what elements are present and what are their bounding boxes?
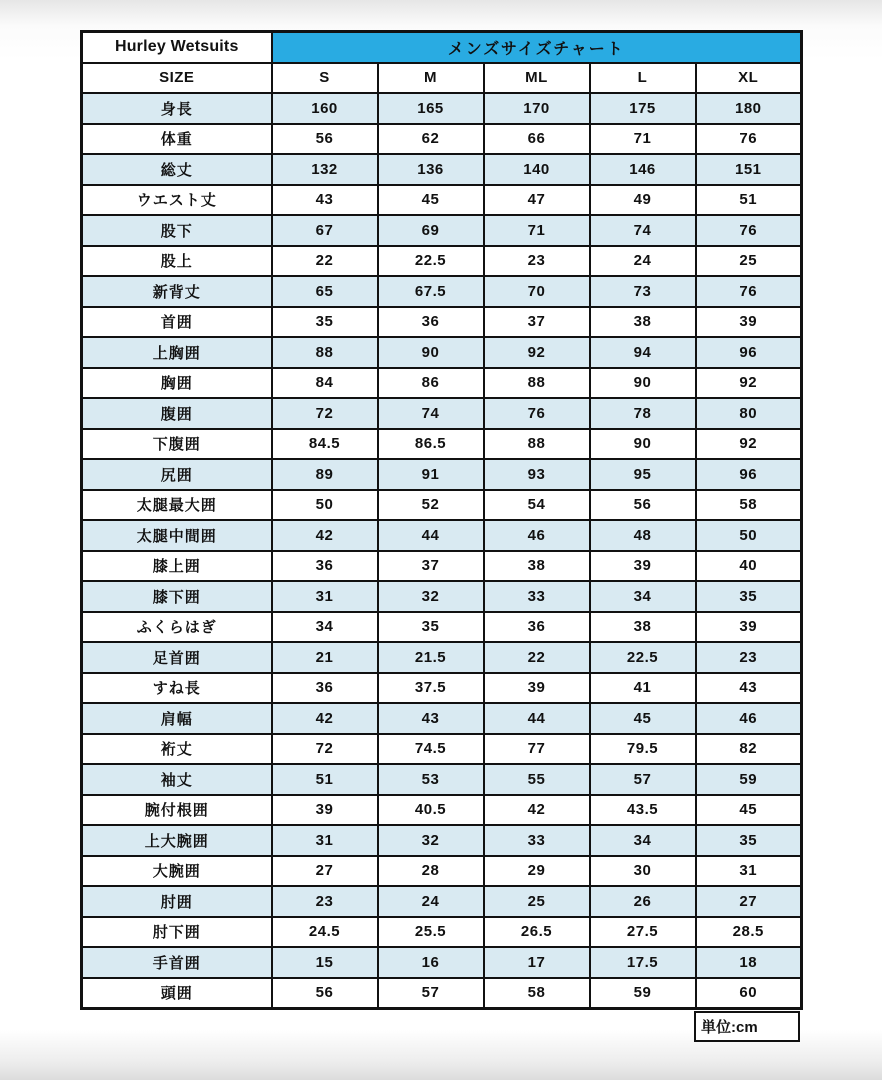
cell-value: 76 <box>484 398 590 429</box>
row-label: 新背丈 <box>82 276 272 307</box>
cell-value: 31 <box>272 581 378 612</box>
cell-value: 40.5 <box>378 795 484 826</box>
cell-value: 52 <box>378 490 484 521</box>
cell-value: 82 <box>696 734 802 765</box>
size-column-header: SIZE <box>82 63 272 94</box>
row-label: 股上 <box>82 246 272 277</box>
cell-value: 95 <box>590 459 696 490</box>
cell-value: 39 <box>696 612 802 643</box>
cell-value: 27 <box>272 856 378 887</box>
cell-value: 46 <box>696 703 802 734</box>
cell-value: 29 <box>484 856 590 887</box>
cell-value: 27.5 <box>590 917 696 948</box>
row-label: 腕付根囲 <box>82 795 272 826</box>
table-row <box>82 978 802 1009</box>
cell-value: 40 <box>696 551 802 582</box>
cell-value: 31 <box>272 825 378 856</box>
cell-value: 39 <box>696 307 802 338</box>
cell-value: 86.5 <box>378 429 484 460</box>
table-row <box>82 947 802 978</box>
cell-value: 59 <box>590 978 696 1009</box>
size-col-s: S <box>272 63 378 94</box>
row-label: 上大腕囲 <box>82 825 272 856</box>
cell-value: 44 <box>378 520 484 551</box>
row-label: 腹囲 <box>82 398 272 429</box>
table-row <box>82 276 802 307</box>
cell-value: 38 <box>590 307 696 338</box>
cell-value: 24 <box>590 246 696 277</box>
cell-value: 88 <box>272 337 378 368</box>
cell-value: 65 <box>272 276 378 307</box>
cell-value: 50 <box>272 490 378 521</box>
table-row <box>82 93 802 124</box>
cell-value: 140 <box>484 154 590 185</box>
cell-value: 74 <box>378 398 484 429</box>
cell-value: 90 <box>590 429 696 460</box>
cell-value: 76 <box>696 124 802 155</box>
cell-value: 32 <box>378 581 484 612</box>
cell-value: 30 <box>590 856 696 887</box>
cell-value: 69 <box>378 215 484 246</box>
size-col-m: M <box>378 63 484 94</box>
cell-value: 72 <box>272 734 378 765</box>
row-label: 尻囲 <box>82 459 272 490</box>
table-row <box>82 612 802 643</box>
cell-value: 73 <box>590 276 696 307</box>
row-label: ウエスト丈 <box>82 185 272 216</box>
unit-note: 単位:cm <box>694 1011 800 1042</box>
cell-value: 39 <box>272 795 378 826</box>
cell-value: 45 <box>590 703 696 734</box>
cell-value: 45 <box>378 185 484 216</box>
row-label: 肩幅 <box>82 703 272 734</box>
cell-value: 66 <box>484 124 590 155</box>
cell-value: 91 <box>378 459 484 490</box>
cell-value: 132 <box>272 154 378 185</box>
cell-value: 42 <box>484 795 590 826</box>
table-row <box>82 307 802 338</box>
cell-value: 92 <box>484 337 590 368</box>
row-label: 肘囲 <box>82 886 272 917</box>
cell-value: 88 <box>484 368 590 399</box>
row-label: 下腹囲 <box>82 429 272 460</box>
cell-value: 33 <box>484 581 590 612</box>
chart-title: メンズサイズチャート <box>272 32 802 63</box>
cell-value: 180 <box>696 93 802 124</box>
cell-value: 67 <box>272 215 378 246</box>
cell-value: 16 <box>378 947 484 978</box>
cell-value: 57 <box>590 764 696 795</box>
row-label: 胸囲 <box>82 368 272 399</box>
cell-value: 72 <box>272 398 378 429</box>
cell-value: 22 <box>272 246 378 277</box>
row-label: 手首囲 <box>82 947 272 978</box>
row-label: 袖丈 <box>82 764 272 795</box>
table-row <box>82 886 802 917</box>
cell-value: 80 <box>696 398 802 429</box>
cell-value: 62 <box>378 124 484 155</box>
cell-value: 42 <box>272 520 378 551</box>
cell-value: 46 <box>484 520 590 551</box>
cell-value: 43 <box>696 673 802 704</box>
cell-value: 84 <box>272 368 378 399</box>
row-label: 足首囲 <box>82 642 272 673</box>
cell-value: 151 <box>696 154 802 185</box>
cell-value: 36 <box>272 673 378 704</box>
table-row <box>82 429 802 460</box>
cell-value: 47 <box>484 185 590 216</box>
cell-value: 48 <box>590 520 696 551</box>
cell-value: 25 <box>696 246 802 277</box>
size-col-l: L <box>590 63 696 94</box>
cell-value: 42 <box>272 703 378 734</box>
cell-value: 23 <box>696 642 802 673</box>
size-table-body <box>82 93 802 1009</box>
cell-value: 39 <box>590 551 696 582</box>
cell-value: 70 <box>484 276 590 307</box>
cell-value: 22.5 <box>590 642 696 673</box>
cell-value: 35 <box>696 825 802 856</box>
cell-value: 37.5 <box>378 673 484 704</box>
cell-value: 96 <box>696 459 802 490</box>
cell-value: 25.5 <box>378 917 484 948</box>
row-label: 股下 <box>82 215 272 246</box>
row-label: 裄丈 <box>82 734 272 765</box>
cell-value: 57 <box>378 978 484 1009</box>
row-label: 太腿最大囲 <box>82 490 272 521</box>
row-label: 膝上囲 <box>82 551 272 582</box>
table-row <box>82 490 802 521</box>
cell-value: 67.5 <box>378 276 484 307</box>
cell-value: 28.5 <box>696 917 802 948</box>
cell-value: 50 <box>696 520 802 551</box>
cell-value: 17.5 <box>590 947 696 978</box>
cell-value: 33 <box>484 825 590 856</box>
cell-value: 22.5 <box>378 246 484 277</box>
cell-value: 36 <box>272 551 378 582</box>
cell-value: 31 <box>696 856 802 887</box>
table-row <box>82 581 802 612</box>
cell-value: 51 <box>696 185 802 216</box>
cell-value: 84.5 <box>272 429 378 460</box>
cell-value: 71 <box>484 215 590 246</box>
cell-value: 28 <box>378 856 484 887</box>
row-label: 大腕囲 <box>82 856 272 887</box>
cell-value: 43 <box>378 703 484 734</box>
row-label: 頭囲 <box>82 978 272 1009</box>
row-label: 上胸囲 <box>82 337 272 368</box>
cell-value: 60 <box>696 978 802 1009</box>
cell-value: 34 <box>272 612 378 643</box>
cell-value: 56 <box>590 490 696 521</box>
cell-value: 77 <box>484 734 590 765</box>
cell-value: 49 <box>590 185 696 216</box>
brand-title-row <box>82 32 802 63</box>
cell-value: 38 <box>484 551 590 582</box>
cell-value: 27 <box>696 886 802 917</box>
cell-value: 58 <box>484 978 590 1009</box>
row-label: 肘下囲 <box>82 917 272 948</box>
cell-value: 36 <box>484 612 590 643</box>
row-label: 体重 <box>82 124 272 155</box>
table-row <box>82 185 802 216</box>
cell-value: 36 <box>378 307 484 338</box>
table-row <box>82 917 802 948</box>
table-row <box>82 673 802 704</box>
cell-value: 94 <box>590 337 696 368</box>
row-label: ふくらはぎ <box>82 612 272 643</box>
row-label: 身長 <box>82 93 272 124</box>
cell-value: 93 <box>484 459 590 490</box>
cell-value: 38 <box>590 612 696 643</box>
table-row <box>82 825 802 856</box>
table-row <box>82 246 802 277</box>
cell-value: 92 <box>696 429 802 460</box>
cell-value: 23 <box>484 246 590 277</box>
cell-value: 18 <box>696 947 802 978</box>
row-label: 膝下囲 <box>82 581 272 612</box>
table-row <box>82 703 802 734</box>
cell-value: 53 <box>378 764 484 795</box>
table-row <box>82 124 802 155</box>
brand-label: Hurley Wetsuits <box>82 32 272 63</box>
cell-value: 39 <box>484 673 590 704</box>
cell-value: 51 <box>272 764 378 795</box>
size-chart-table <box>80 30 803 1010</box>
cell-value: 56 <box>272 124 378 155</box>
cell-value: 89 <box>272 459 378 490</box>
table-row <box>82 734 802 765</box>
size-col-xl: XL <box>696 63 802 94</box>
cell-value: 90 <box>590 368 696 399</box>
cell-value: 32 <box>378 825 484 856</box>
cell-value: 21 <box>272 642 378 673</box>
table-row <box>82 551 802 582</box>
table-row <box>82 368 802 399</box>
table-row <box>82 795 802 826</box>
row-label: 太腿中間囲 <box>82 520 272 551</box>
cell-value: 54 <box>484 490 590 521</box>
cell-value: 15 <box>272 947 378 978</box>
table-row <box>82 154 802 185</box>
cell-value: 44 <box>484 703 590 734</box>
cell-value: 34 <box>590 581 696 612</box>
cell-value: 160 <box>272 93 378 124</box>
cell-value: 56 <box>272 978 378 1009</box>
cell-value: 74.5 <box>378 734 484 765</box>
table-row <box>82 337 802 368</box>
cell-value: 92 <box>696 368 802 399</box>
cell-value: 35 <box>696 581 802 612</box>
cell-value: 37 <box>378 551 484 582</box>
cell-value: 175 <box>590 93 696 124</box>
cell-value: 59 <box>696 764 802 795</box>
table-row <box>82 642 802 673</box>
size-col-ml: ML <box>484 63 590 94</box>
cell-value: 76 <box>696 215 802 246</box>
row-label: すね長 <box>82 673 272 704</box>
cell-value: 37 <box>484 307 590 338</box>
cell-value: 76 <box>696 276 802 307</box>
cell-value: 71 <box>590 124 696 155</box>
table-row <box>82 856 802 887</box>
table-row <box>82 520 802 551</box>
cell-value: 58 <box>696 490 802 521</box>
table-row <box>82 459 802 490</box>
cell-value: 24 <box>378 886 484 917</box>
cell-value: 26 <box>590 886 696 917</box>
cell-value: 96 <box>696 337 802 368</box>
cell-value: 25 <box>484 886 590 917</box>
cell-value: 165 <box>378 93 484 124</box>
cell-value: 26.5 <box>484 917 590 948</box>
cell-value: 35 <box>272 307 378 338</box>
cell-value: 170 <box>484 93 590 124</box>
cell-value: 79.5 <box>590 734 696 765</box>
cell-value: 45 <box>696 795 802 826</box>
cell-value: 88 <box>484 429 590 460</box>
table-row <box>82 764 802 795</box>
row-label: 首囲 <box>82 307 272 338</box>
cell-value: 24.5 <box>272 917 378 948</box>
cell-value: 21.5 <box>378 642 484 673</box>
cell-value: 35 <box>378 612 484 643</box>
table-row <box>82 215 802 246</box>
cell-value: 74 <box>590 215 696 246</box>
row-label: 総丈 <box>82 154 272 185</box>
cell-value: 17 <box>484 947 590 978</box>
cell-value: 23 <box>272 886 378 917</box>
table-row <box>82 398 802 429</box>
size-header-row <box>82 63 802 94</box>
cell-value: 22 <box>484 642 590 673</box>
cell-value: 34 <box>590 825 696 856</box>
cell-value: 146 <box>590 154 696 185</box>
cell-value: 41 <box>590 673 696 704</box>
cell-value: 86 <box>378 368 484 399</box>
cell-value: 43 <box>272 185 378 216</box>
cell-value: 90 <box>378 337 484 368</box>
cell-value: 78 <box>590 398 696 429</box>
cell-value: 55 <box>484 764 590 795</box>
cell-value: 136 <box>378 154 484 185</box>
cell-value: 43.5 <box>590 795 696 826</box>
